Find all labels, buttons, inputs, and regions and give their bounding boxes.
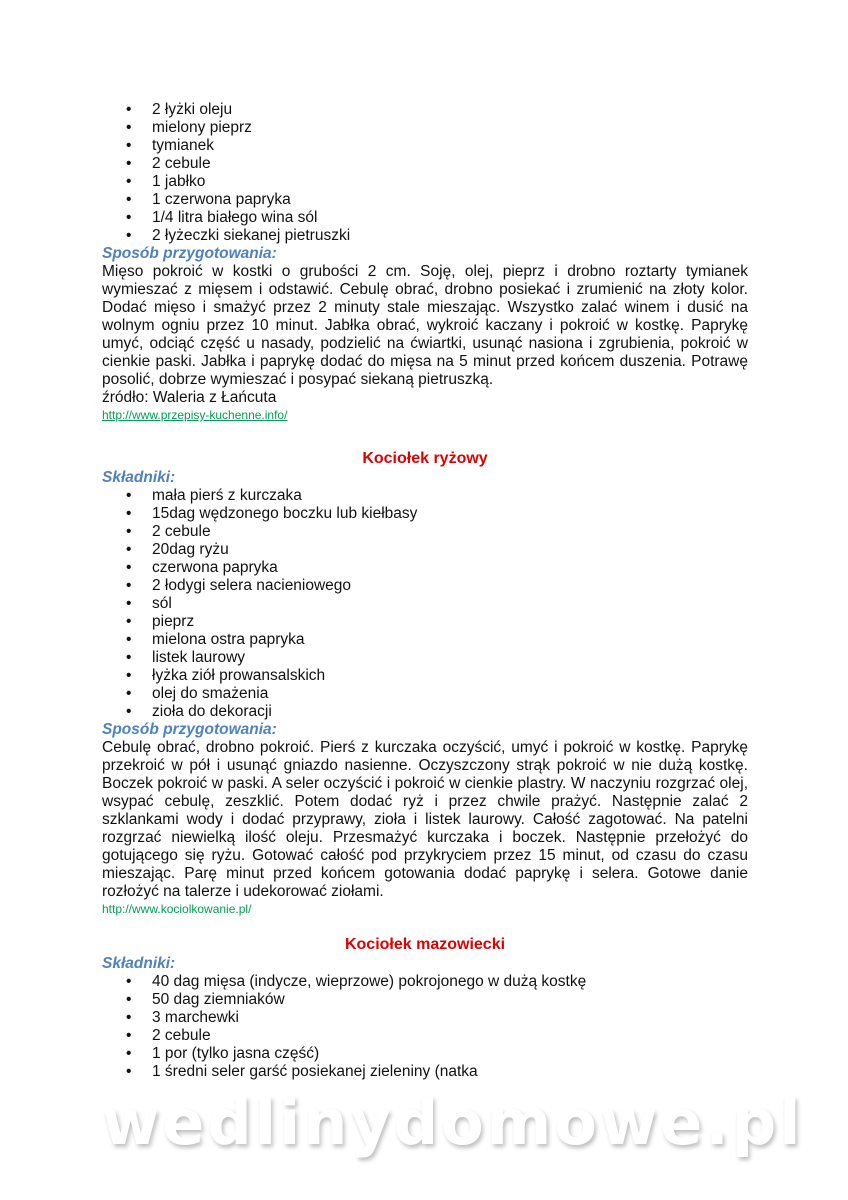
method-text: Cebulę obrać, drobno pokroić. Pierś z kurczaka oczyścić, umyć i pokroić w kostkę. Paprykę przekroić w pół i usunąć gniazdo nasienne. Oczyszczony strąk pokroić w nie dużą kostkę. Boczek pokroić w paski. A seler oczyścić i pokroić w cienkie plastry. W naczyniu rozgrzać olej, wsypać cebulę, zeszklić. Potem dodać ryż i przez chwile prażyć. Następnie zalać 2 szklankami wody i dodać przyprawy, zioła i listek laurowy. Całość zagotować. Na patelni rozgrzać niewielką ilość oleju. Przesmażyć kurczaka i boczek. Następnie przełożyć do gotującego się ryżu. Gotować całość pod przykryciem przez 15 minut, od czasu do czasu mieszając. Parę minut przed końcem gotowania dodać paprykę i selera. Gotowe danie rozłożyć na talerze i udekorować ziołami.: [102, 739, 748, 900]
source-link[interactable]: http://www.przepisy-kuchenne.info/: [102, 408, 288, 422]
list-item: • 2 cebule: [102, 523, 748, 541]
method-heading: Sposób przygotowania:: [102, 721, 277, 738]
recipe-title: Kociołek ryżowy: [362, 450, 488, 467]
list-item: • sól: [102, 595, 748, 613]
list-item: • 2 cebule: [102, 1027, 748, 1045]
recipe2-ingredients: [102, 487, 748, 721]
list-item: • zioła do dekoracji: [102, 703, 748, 721]
list-item: • 1 por (tylko jasna część): [102, 1045, 748, 1063]
list-item: • łyżka ziół prowansalskich: [102, 667, 748, 685]
list-item: • 20dag ryżu: [102, 541, 748, 559]
ingredients-heading: Składniki:: [102, 469, 176, 486]
list-item: • mała pierś z kurczaka: [102, 487, 748, 505]
list-item: • 2 łodygi selera nacieniowego: [102, 577, 748, 595]
list-item: • 2 cebule: [102, 155, 748, 173]
list-item: • 1 jabłko: [102, 173, 748, 191]
list-item: • czerwona papryka: [102, 559, 748, 577]
list-item: • tymianek: [102, 137, 748, 155]
list-item: • mielony pieprz: [102, 119, 748, 137]
list-item: • 15dag wędzonego boczku lub kiełbasy: [102, 505, 748, 523]
list-item: • olej do smażenia: [102, 685, 748, 703]
list-item: • 50 dag ziemniaków: [102, 991, 748, 1009]
recipe1-body: [102, 101, 748, 423]
list-item: • 3 marchewki: [102, 1009, 748, 1027]
list-item: • 2 łyżeczki siekanej pietruszki: [102, 227, 748, 245]
list-item: • 1 średni seler garść posiekanej zieleniny (natka: [102, 1063, 748, 1081]
list-item: • pieprz: [102, 613, 748, 631]
recipe-title: Kociołek mazowiecki: [344, 936, 506, 953]
method-heading: Sposób przygotowania:: [102, 245, 277, 262]
ingredients-heading: Składniki:: [102, 955, 176, 972]
list-item: • 1/4 litra białego wina sól: [102, 209, 748, 227]
recipe2-body: [102, 469, 748, 917]
list-item: • 2 łyżki oleju: [102, 101, 748, 119]
recipe3-ingredients: [102, 973, 748, 1081]
recipe1-ingredients: [102, 101, 748, 245]
source-text: źródło: Waleria z Łańcuta: [102, 389, 277, 406]
list-item: • 40 dag mięsa (indycze, wieprzowe) pokrojonego w dużą kostkę: [102, 973, 748, 991]
method-text: Mięso pokroić w kostki o grubości 2 cm. Soję, olej, pieprz i drobno roztarty tymianek wymieszać z mięsem i odstawić. Cebulę obrać, drobno posiekać i zrumienić na złoty kolor. Dodać mięso i smażyć przez 2 minuty stale mieszając. Wszystko zalać winem i dusić na wolnym ogniu przez 10 minut. Jabłka obrać, wykroić kaczany i pokroić w kostkę. Paprykę umyć, odciąć część u nasady, podzielić na ćwiartki, usunąć nasiona i zgrubienia, pokroić w cienkie paski. Jabłka i paprykę dodać do mięsa na 5 minut przed końcem duszenia. Potrawę posolić, dobrze wymieszać i posypać siekaną pietruszką.: [102, 263, 748, 388]
recipe3-body: [102, 955, 748, 1081]
document-column: [102, 0, 804, 1161]
list-item: • mielona ostra papryka: [102, 631, 748, 649]
list-item: • 1 czerwona papryka: [102, 191, 748, 209]
list-item: • listek laurowy: [102, 649, 748, 667]
source-link[interactable]: http://www.kociolkowanie.pl/: [102, 902, 252, 916]
watermark: wedlinydomowe.pl: [102, 1086, 804, 1159]
